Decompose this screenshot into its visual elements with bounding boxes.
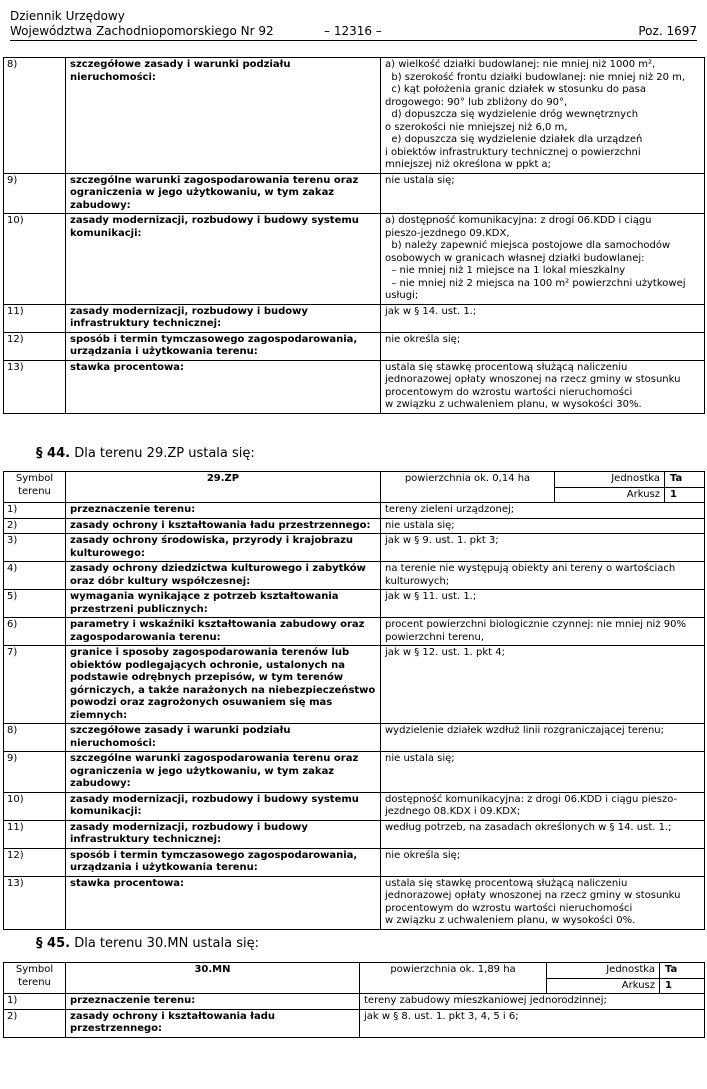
- row-number: 5): [4, 590, 66, 618]
- row-number: 4): [4, 562, 66, 590]
- journal-voivodeship: Województwa Zachodniopomorskiego Nr 92: [10, 24, 274, 38]
- sheet-label: Arkusz: [547, 978, 660, 994]
- table-body: [4, 963, 705, 1038]
- section-text: Dla terenu 29.ZP ustala się:: [70, 446, 255, 461]
- table-body: [4, 58, 705, 414]
- row-value: [381, 792, 705, 820]
- row-label: stawka procentowa:: [66, 876, 381, 929]
- unit-label: Jednostka: [547, 963, 660, 979]
- value-line: usługi;: [385, 290, 419, 301]
- row-value: [381, 58, 705, 174]
- table-row: [4, 848, 705, 876]
- table-row: [4, 173, 705, 214]
- value-line: powierzchni terenu,: [385, 631, 485, 643]
- value-line: drogowego: 90° lub zbliżony do 90°,: [385, 96, 568, 108]
- row-value: [381, 876, 705, 929]
- row-label: zasady modernizacji, rozbudowy i budowy infrastruktury technicznej:: [66, 304, 381, 332]
- sheet-value: 1: [665, 487, 705, 503]
- value-line: jednorazowej opłaty wnoszonej na rzecz gminy w stosunku: [385, 374, 681, 385]
- value-line: dostępność komunikacyjna: z drogi 06.KDD i ciągu pieszo-: [385, 793, 678, 805]
- row-number: 2): [4, 518, 66, 534]
- row-label: szczególne warunki zagospodarowania terenu oraz ograniczenia w jego użytkowaniu, w tym zakaz zabudowy:: [66, 173, 381, 214]
- table-29zp: [3, 471, 705, 930]
- page-number: – 12316 –: [324, 24, 382, 38]
- area-code: 29.ZP: [66, 472, 381, 503]
- table-row: [4, 590, 705, 618]
- table-head-row: [4, 472, 705, 488]
- table-row: [4, 518, 705, 534]
- value-line: procent powierzchni biologicznie czynnej: nie mniej niż 90%: [385, 619, 686, 630]
- value-line: – nie mniej niż 2 miejsca na 100 m² powierzchni użytkowej: [385, 277, 686, 289]
- value-line: według potrzeb, na zasadach określonych w § 14. ust. 1.;: [385, 821, 672, 833]
- value-line: c) kąt położenia granic działek w stosunku do pasa: [385, 84, 647, 95]
- sheet-value: 1: [660, 978, 705, 994]
- row-label: przeznaczenie terenu:: [66, 503, 381, 519]
- value-line: ustala się stawkę procentową służącą naliczeniu: [385, 877, 628, 889]
- value-line: a) wielkość działki budowlanej: nie mniej niż 1000 m²,: [385, 59, 656, 70]
- table-row: [4, 618, 705, 646]
- value-line: a) dostępność komunikacyjna: z drogi 06.KDD i ciągu: [385, 215, 652, 226]
- row-label: zasady ochrony i kształtowania ładu przestrzennego:: [66, 518, 381, 534]
- row-number: 3): [4, 534, 66, 562]
- row-label: zasady ochrony dziedzictwa kulturowego i zabytków oraz dóbr kultury współczesnej:: [66, 562, 381, 590]
- section-text: Dla terenu 30.MN ustala się:: [70, 936, 259, 951]
- value-line: osobowych w granicach własnej działki budowlanej:: [385, 252, 645, 264]
- row-label: szczegółowe zasady i warunki podziału nieruchomości:: [66, 724, 381, 752]
- row-number: 11): [4, 820, 66, 848]
- table-row: [4, 1009, 705, 1037]
- table-row: [4, 534, 705, 562]
- area-size: powierzchnia ok. 0,14 ha: [381, 472, 555, 503]
- value-line: kulturowych;: [385, 575, 450, 587]
- row-number: 7): [4, 646, 66, 724]
- row-value: [381, 752, 705, 793]
- value-line: procentowym do wzrostu wartości nieruchomości: [385, 386, 633, 398]
- row-number: 12): [4, 332, 66, 360]
- row-number: 9): [4, 752, 66, 793]
- row-number: 10): [4, 214, 66, 305]
- row-label: parametry i wskaźniki kształtowania zabudowy oraz zagospodarowania terenu:: [66, 618, 381, 646]
- row-label: zasady ochrony i kształtowania ładu przestrzennego:: [66, 1009, 360, 1037]
- row-label: stawka procentowa:: [66, 360, 381, 413]
- value-line: jak w § 11. ust. 1.;: [385, 591, 477, 602]
- row-value: [381, 173, 705, 214]
- value-line: ustala się stawkę procentową służącą naliczeniu: [385, 361, 628, 373]
- row-value: [381, 518, 705, 534]
- row-label: zasady ochrony środowiska, przyrody i krajobrazu kulturowego:: [66, 534, 381, 562]
- row-value: [381, 304, 705, 332]
- value-line: jak w § 12. ust. 1. pkt 4;: [385, 647, 506, 658]
- row-label: wymagania wynikające z potrzeb kształtowania przestrzeni publicznych:: [66, 590, 381, 618]
- value-line: o szerokości nie mniejszej niż 6,0 m,: [385, 121, 568, 133]
- row-label: przeznaczenie terenu:: [66, 994, 360, 1010]
- table-row: [4, 820, 705, 848]
- row-value: [381, 590, 705, 618]
- value-line: b) należy zapewnić miejsca postojowe dla samochodów: [385, 240, 671, 251]
- row-value: [381, 332, 705, 360]
- value-line: jak w § 8. ust. 1. pkt 3, 4, 5 i 6;: [364, 1010, 519, 1022]
- row-number: 13): [4, 360, 66, 413]
- row-number: 10): [4, 792, 66, 820]
- value-line: jak w § 9. ust. 1. pkt 3;: [385, 535, 499, 546]
- table-row: [4, 503, 705, 519]
- table-30mn: [3, 962, 705, 1038]
- row-value: [360, 1009, 705, 1037]
- value-line: e) dopuszcza się wydzielenie działek dla urządzeń: [385, 134, 643, 145]
- row-value: [381, 534, 705, 562]
- row-value: [381, 214, 705, 305]
- value-line: jednorazowej opłaty wnoszonej na rzecz gminy w stosunku: [385, 890, 681, 901]
- area-size: powierzchnia ok. 1,89 ha: [360, 963, 547, 994]
- row-number: 1): [4, 503, 66, 519]
- row-value: [381, 724, 705, 752]
- table-row: [4, 724, 705, 752]
- value-line: w związku z uchwaleniem planu, w wysokości 0%.: [385, 915, 636, 926]
- value-line: jezdnego 08.KDX i 09.KDX;: [385, 806, 521, 817]
- value-line: mniejszej niż określona w ppkt a;: [385, 159, 552, 170]
- table-row: [4, 360, 705, 413]
- row-number: 6): [4, 618, 66, 646]
- section-number: § 45.: [36, 936, 71, 951]
- value-line: procentowym do wzrostu wartości nieruchomości: [385, 902, 633, 914]
- journal-title: Dziennik Urzędowy: [10, 9, 125, 23]
- row-number: 9): [4, 173, 66, 214]
- table-row: [4, 752, 705, 793]
- table-row: [4, 994, 705, 1010]
- value-line: i obiektów infrastruktury technicznej o powierzchni: [385, 146, 641, 158]
- table-row: [4, 562, 705, 590]
- section-number: § 44.: [36, 446, 71, 461]
- row-label: sposób i termin tymczasowego zagospodarowania, urządzania i użytkowania terenu:: [66, 848, 381, 876]
- section-45-heading: [36, 936, 259, 951]
- row-value: [360, 994, 705, 1010]
- row-value: [381, 503, 705, 519]
- symbol-label: Symbol terenu: [4, 963, 66, 994]
- journal-subtitle-line: [10, 24, 697, 41]
- table-head-row: [4, 963, 705, 979]
- value-line: d) dopuszcza się wydzielenie dróg wewnętrznych: [385, 109, 639, 120]
- row-label: zasady modernizacji, rozbudowy i budowy systemu komunikacji:: [66, 214, 381, 305]
- row-value: [381, 562, 705, 590]
- row-label: zasady modernizacji, rozbudowy i budowy systemu komunikacji:: [66, 792, 381, 820]
- row-label: zasady modernizacji, rozbudowy i budowy infrastruktury technicznej:: [66, 820, 381, 848]
- table-continued: [3, 57, 705, 414]
- row-number: 13): [4, 876, 66, 929]
- table-row: [4, 876, 705, 929]
- table-row: [4, 304, 705, 332]
- row-label: sposób i termin tymczasowego zagospodarowania, urządzania i użytkowania terenu:: [66, 332, 381, 360]
- row-value: [381, 646, 705, 724]
- unit-value: Ta: [660, 963, 705, 979]
- table-row: [4, 332, 705, 360]
- value-line: na terenie nie występują obiekty ani tereny o wartościach: [385, 563, 676, 574]
- table-row: [4, 58, 705, 174]
- value-line: jak w § 14. ust. 1.;: [385, 305, 477, 317]
- value-line: nie ustala się;: [385, 753, 455, 764]
- row-label: granice i sposoby zagospodarowania terenów lub obiektów podlegających ochronie, ustalonych na podstawie odrębnych przepisów, w tym terenów górniczych, a także narażonych na niebezpieczeństwo powodzi oraz zagrożonych osuwaniem się mas ziemnych:: [66, 646, 381, 724]
- row-value: [381, 360, 705, 413]
- row-number: 11): [4, 304, 66, 332]
- value-line: nie ustala się;: [385, 519, 455, 531]
- row-number: 2): [4, 1009, 66, 1037]
- page-header: [10, 9, 697, 41]
- value-line: wydzielenie działek wzdłuż linii rozgraniczającej terenu;: [385, 725, 664, 736]
- row-value: [381, 820, 705, 848]
- value-line: nie ustala się;: [385, 174, 455, 186]
- symbol-label: Symbol terenu: [4, 472, 66, 503]
- table-row: [4, 646, 705, 724]
- value-line: tereny zieleni urządzonej;: [385, 504, 515, 515]
- table-row: [4, 792, 705, 820]
- area-code: 30.MN: [66, 963, 360, 994]
- row-number: 8): [4, 58, 66, 174]
- value-line: pieszo-jezdnego 09.KDX,: [385, 227, 510, 239]
- row-value: [381, 848, 705, 876]
- value-line: nie określa się;: [385, 849, 461, 861]
- row-value: [381, 618, 705, 646]
- unit-label: Jednostka: [555, 472, 665, 488]
- position-number: Poz. 1697: [638, 24, 697, 38]
- value-line: – nie mniej niż 1 miejsce na 1 lokal mieszkalny: [385, 265, 626, 276]
- row-number: 1): [4, 994, 66, 1010]
- unit-value: Ta: [665, 472, 705, 488]
- row-number: 12): [4, 848, 66, 876]
- section-44-heading: [36, 446, 255, 461]
- sheet-label: Arkusz: [555, 487, 665, 503]
- table-row: [4, 214, 705, 305]
- value-line: b) szerokość frontu działki budowlanej: nie mniej niż 20 m,: [385, 71, 686, 83]
- row-label: szczególne warunki zagospodarowania terenu oraz ograniczenia w jego użytkowaniu, w tym zakaz zabudowy:: [66, 752, 381, 793]
- value-line: tereny zabudowy mieszkaniowej jednorodzinnej;: [364, 995, 607, 1006]
- table-body: [4, 472, 705, 930]
- row-number: 8): [4, 724, 66, 752]
- row-label: szczegółowe zasady i warunki podziału nieruchomości:: [66, 58, 381, 174]
- value-line: w związku z uchwaleniem planu, w wysokości 30%.: [385, 399, 642, 410]
- value-line: nie określa się;: [385, 333, 461, 345]
